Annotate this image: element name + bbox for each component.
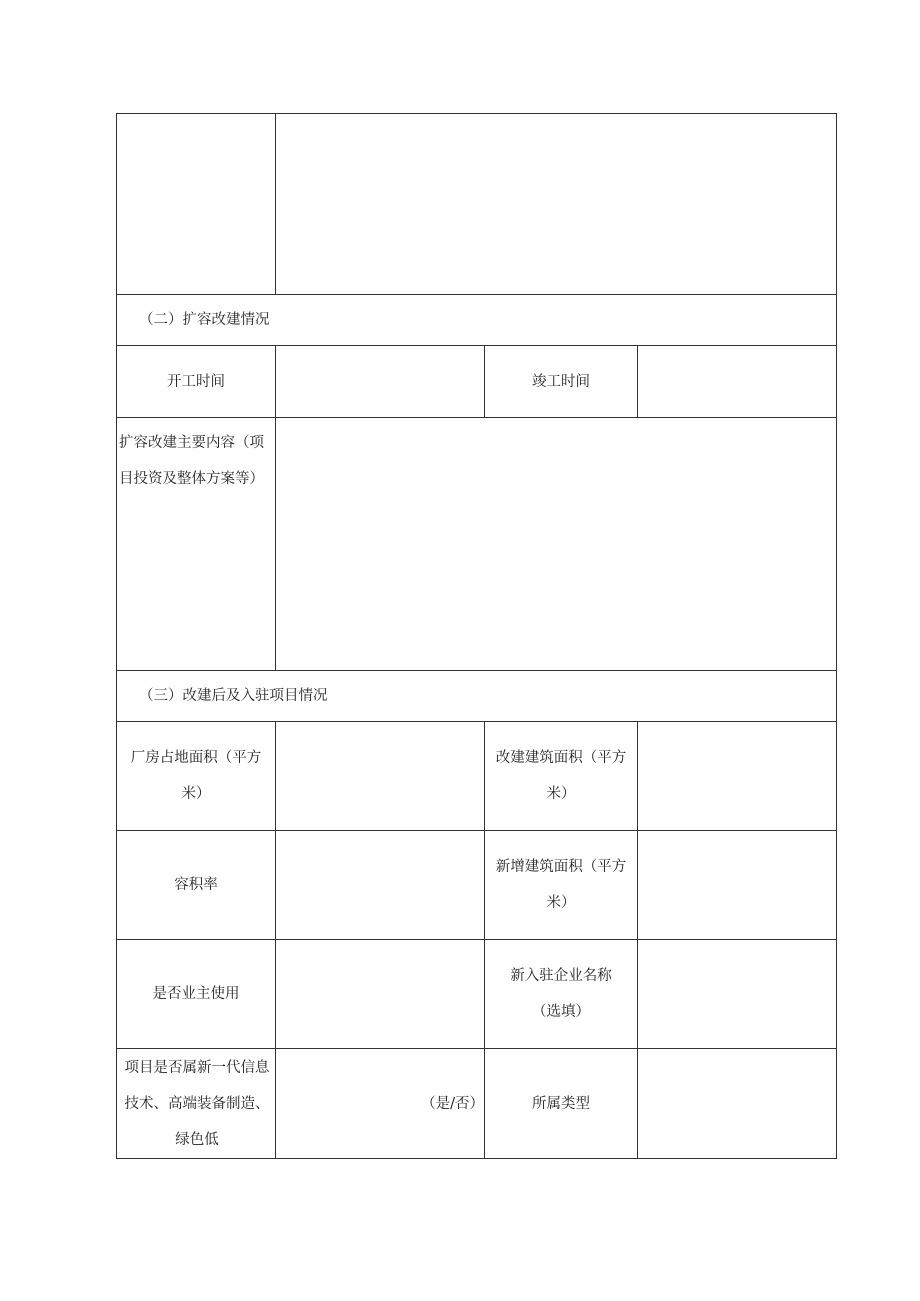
new-area-label: 新增建筑面积（平方米） xyxy=(495,859,627,911)
new-area-label-cell xyxy=(485,831,638,940)
new-area-field[interactable] xyxy=(638,831,837,940)
rebuild-area-label-cell xyxy=(485,722,638,831)
owner-use-field[interactable] xyxy=(276,940,485,1049)
category-field[interactable] xyxy=(638,1049,837,1159)
time-row xyxy=(117,346,837,418)
main-content-label xyxy=(117,418,276,671)
main-content-label-text: 扩容改建主要内容（项目投资及整体方案等） xyxy=(119,435,264,487)
new-company-label: 新入驻企业名称（选填） xyxy=(510,968,612,1020)
continuation-row xyxy=(117,114,837,295)
owner-row xyxy=(117,940,837,1049)
main-content-row xyxy=(117,418,837,671)
rebuild-area-field[interactable] xyxy=(638,722,837,831)
start-time-label: 开工时间 xyxy=(117,346,276,418)
section-three-title: （三）改建后及入驻项目情况 xyxy=(117,671,837,722)
section-two-title: （二）扩容改建情况 xyxy=(117,295,837,346)
end-time-field[interactable] xyxy=(638,346,837,418)
rebuild-area-label: 改建建筑面积（平方米） xyxy=(495,750,627,802)
new-company-field[interactable] xyxy=(638,940,837,1049)
section-three-header-row xyxy=(117,671,837,722)
section-two-header-row xyxy=(117,295,837,346)
ratio-row xyxy=(117,831,837,940)
plot-ratio-label: 容积率 xyxy=(117,831,276,940)
continuation-value-cell[interactable] xyxy=(276,114,837,295)
area-row xyxy=(117,722,837,831)
industry-row xyxy=(117,1049,837,1159)
owner-use-label: 是否业主使用 xyxy=(117,940,276,1049)
plot-ratio-field[interactable] xyxy=(276,831,485,940)
industry-yes-no-field[interactable] xyxy=(276,1049,485,1159)
category-label: 所属类型 xyxy=(485,1049,638,1159)
main-content-field[interactable] xyxy=(276,418,837,671)
start-time-field[interactable] xyxy=(276,346,485,418)
plant-area-label: 厂房占地面积（平方米） xyxy=(130,750,262,802)
end-time-label: 竣工时间 xyxy=(485,346,638,418)
application-form-table xyxy=(116,113,837,1159)
continuation-label-cell xyxy=(117,114,276,295)
industry-label-cell xyxy=(117,1049,276,1159)
plant-area-label-cell xyxy=(117,722,276,831)
new-company-label-cell xyxy=(485,940,638,1049)
industry-label: 项目是否属新一代信息技术、高端装备制造、绿色低 xyxy=(124,1059,270,1148)
plant-area-field[interactable] xyxy=(276,722,485,831)
yes-no-hint: （是/否） xyxy=(421,1095,484,1112)
